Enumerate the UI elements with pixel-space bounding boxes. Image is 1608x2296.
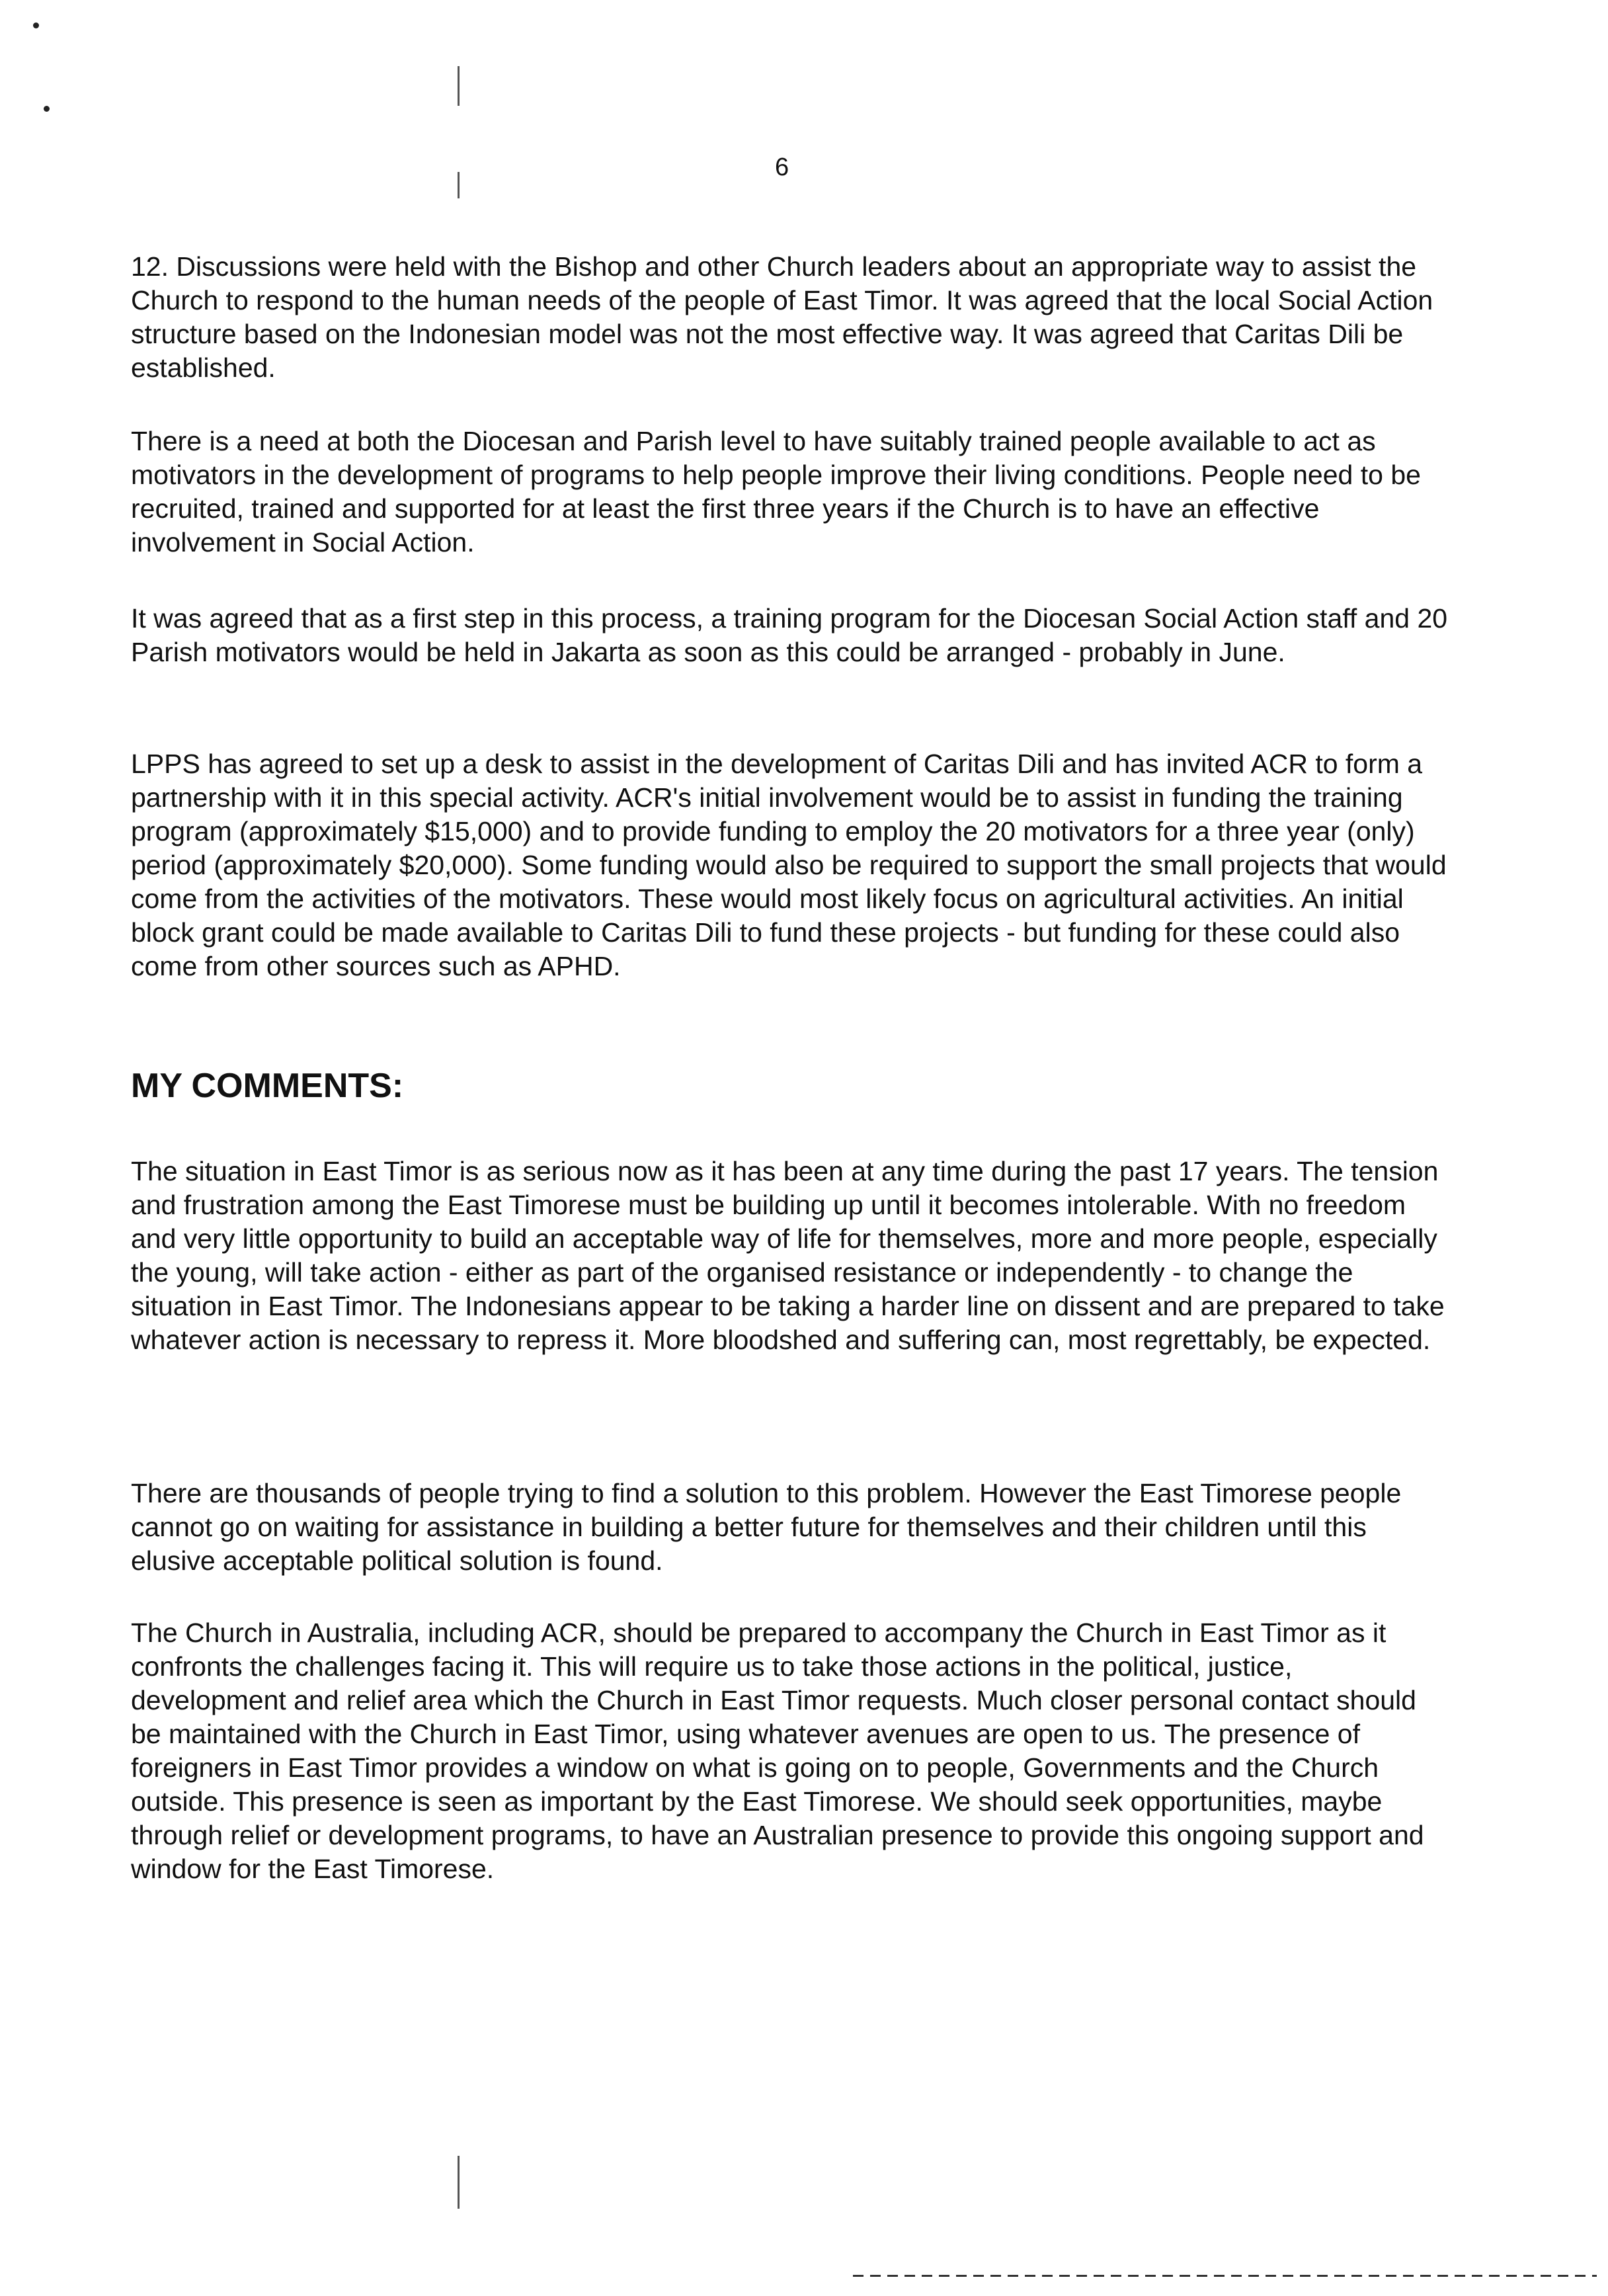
scan-streak xyxy=(458,2156,460,2209)
paragraph-lpps-partnership: LPPS has agreed to set up a desk to assist in the development of Caritas Dili and has invited ACR to form a partnership with it in this special activity. ACR's initial involvement would be to assist in funding the training program (approximately $15,000) and to provide funding to employ the 20 motivators for a three year (only) period (approximately $20,000). Some funding would also be required to support the small projects that would come from the activities of the motivators. These would most likely focus on agricultural activities. An initial block grant could be made available to Caritas Dili to fund these projects - but funding for these could also come from other sources such as APHD. xyxy=(131,749,1447,981)
section-heading-my-comments: MY COMMENTS: xyxy=(131,1067,404,1105)
page-number: 6 xyxy=(775,153,789,181)
scan-speck xyxy=(44,106,50,112)
scan-streak xyxy=(458,172,460,198)
paragraph-situation-east-timor: The situation in East Timor is as serious now as it has been at any time during the past 17 years. The tension and frustration among the East Timorese must be building up until it becomes intolerable. With no freedom and very little opportunity to build an acceptable way of life for themselves, more and more people, especially the young, will take action - either as part of the organised resistance or independently - to change the situation in East Timor. The Indonesians appear to be taking a harder line on dissent and are prepared to take whatever action is necessary to repress it. More bloodshed and suffering can, most regrettably, be expected. xyxy=(131,1156,1445,1355)
scan-streak xyxy=(458,66,460,106)
scan-speck xyxy=(33,22,39,28)
paragraph-church-in-australia: The Church in Australia, including ACR, should be prepared to accompany the Church in East Timor as it confronts the challenges facing it. This will require us to take those actions in the political, justice, development and relief area which the Church in East Timor requests. Much closer personal contact should be maintained with the Church in East Timor, using whatever avenues are open to us. The presence of foreigners in East Timor provides a window on what is going on to people, Governments and the Church outside. This presence is seen as important by the East Timorese. We should seek opportunities, maybe through relief or development programs, to have an Australian presence to provide this ongoing support and window for the East Timorese. xyxy=(131,1618,1424,1884)
scan-footer-streak xyxy=(853,2275,1597,2277)
paragraph-political-solution: There are thousands of people trying to find a solution to this problem. However the East Timorese people cannot go on waiting for assistance in building a better future for themselves and their children until this elusive acceptable political solution is found. xyxy=(131,1478,1402,1576)
paragraph-training-program: It was agreed that as a first step in this process, a training program for the Diocesan Social Action staff and 20 Parish motivators would be held in Jakarta as soon as this could be arranged - probably in June. xyxy=(131,603,1448,667)
paragraph-12-discussions: 12. Discussions were held with the Bishop and other Church leaders about an appropriate way to assist the Church to respond to the human needs of the people of East Timor. It was agreed that the local Social Action structure based on the Indonesian model was not the most effective way. It was agreed that Caritas Dili be established. xyxy=(131,251,1433,383)
paragraph-trained-people-need: There is a need at both the Diocesan and Parish level to have suitably trained people available to act as motivators in the development of programs to help people improve their living conditions. People need to be recruited, trained and supported for at least the first three years if the Church is to have an effective involvement in Social Action. xyxy=(131,426,1421,557)
